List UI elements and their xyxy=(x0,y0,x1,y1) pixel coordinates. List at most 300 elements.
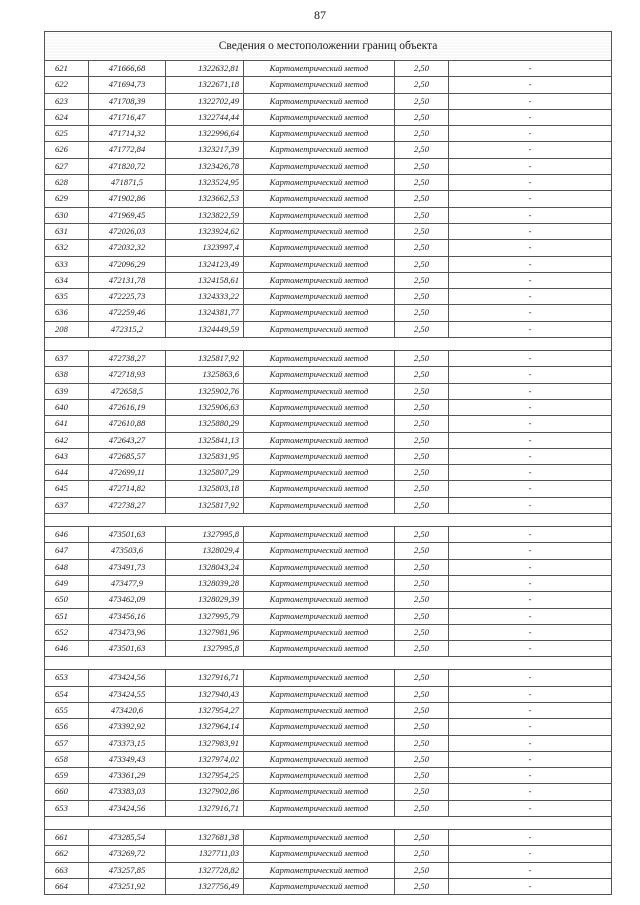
point-number-cell: 652 xyxy=(45,624,89,640)
method-cell: Картометрический метод xyxy=(244,878,395,894)
table-row xyxy=(45,735,612,751)
x-coordinate-cell: 472032,32 xyxy=(89,240,166,256)
method-cell: Картометрический метод xyxy=(244,142,395,158)
point-number-cell: 637 xyxy=(45,351,89,367)
error-cell: 2,50 xyxy=(395,800,449,816)
table-row xyxy=(45,862,612,878)
point-number-cell: 651 xyxy=(45,608,89,624)
table-row xyxy=(45,702,612,718)
error-cell: 2,50 xyxy=(395,77,449,93)
point-number-cell: 639 xyxy=(45,383,89,399)
note-cell: - xyxy=(449,432,612,448)
note-cell: - xyxy=(449,223,612,239)
point-number-cell: 622 xyxy=(45,77,89,93)
table-row xyxy=(45,416,612,432)
x-coordinate-cell: 473424,55 xyxy=(89,686,166,702)
y-coordinate-cell: 1327995,79 xyxy=(166,608,244,624)
table-row xyxy=(45,223,612,239)
error-cell: 2,50 xyxy=(395,735,449,751)
method-cell: Картометрический метод xyxy=(244,448,395,464)
note-cell: - xyxy=(449,416,612,432)
error-cell: 2,50 xyxy=(395,240,449,256)
note-cell: - xyxy=(449,142,612,158)
note-cell: - xyxy=(449,240,612,256)
y-coordinate-cell: 1323662,53 xyxy=(166,191,244,207)
method-cell: Картометрический метод xyxy=(244,641,395,657)
error-cell: 2,50 xyxy=(395,559,449,575)
note-cell: - xyxy=(449,543,612,559)
note-cell: - xyxy=(449,641,612,657)
x-coordinate-cell: 471902,86 xyxy=(89,191,166,207)
method-cell: Картометрический метод xyxy=(244,862,395,878)
error-cell: 2,50 xyxy=(395,784,449,800)
group-separator-row xyxy=(45,817,612,830)
table-row xyxy=(45,272,612,288)
method-cell: Картометрический метод xyxy=(244,575,395,591)
table-row xyxy=(45,751,612,767)
y-coordinate-cell: 1327964,14 xyxy=(166,719,244,735)
point-number-cell: 649 xyxy=(45,575,89,591)
x-coordinate-cell: 473456,16 xyxy=(89,608,166,624)
error-cell: 2,50 xyxy=(395,305,449,321)
x-coordinate-cell: 471772,84 xyxy=(89,142,166,158)
method-cell: Картометрический метод xyxy=(244,719,395,735)
note-cell: - xyxy=(449,383,612,399)
note-cell: - xyxy=(449,751,612,767)
note-cell: - xyxy=(449,878,612,894)
error-cell: 2,50 xyxy=(395,624,449,640)
method-cell: Картометрический метод xyxy=(244,527,395,543)
point-number-cell: 634 xyxy=(45,272,89,288)
x-coordinate-cell: 472026,03 xyxy=(89,223,166,239)
method-cell: Картометрический метод xyxy=(244,77,395,93)
point-number-cell: 623 xyxy=(45,93,89,109)
note-cell: - xyxy=(449,846,612,862)
note-cell: - xyxy=(449,624,612,640)
note-cell: - xyxy=(449,367,612,383)
table-row xyxy=(45,608,612,624)
y-coordinate-cell: 1327974,02 xyxy=(166,751,244,767)
method-cell: Картометрический метод xyxy=(244,670,395,686)
error-cell: 2,50 xyxy=(395,527,449,543)
y-coordinate-cell: 1325880,29 xyxy=(166,416,244,432)
note-cell: - xyxy=(449,126,612,142)
x-coordinate-cell: 473477,9 xyxy=(89,575,166,591)
method-cell: Картометрический метод xyxy=(244,207,395,223)
error-cell: 2,50 xyxy=(395,608,449,624)
table-row xyxy=(45,142,612,158)
table-row xyxy=(45,240,612,256)
y-coordinate-cell: 1325817,92 xyxy=(166,497,244,513)
error-cell: 2,50 xyxy=(395,383,449,399)
note-cell: - xyxy=(449,399,612,415)
y-coordinate-cell: 1325841,13 xyxy=(166,432,244,448)
point-number-cell: 635 xyxy=(45,289,89,305)
note-cell: - xyxy=(449,448,612,464)
point-number-cell: 624 xyxy=(45,109,89,125)
x-coordinate-cell: 472699,11 xyxy=(89,465,166,481)
note-cell: - xyxy=(449,175,612,191)
boundary-table xyxy=(44,31,612,895)
point-number-cell: 208 xyxy=(45,321,89,337)
note-cell: - xyxy=(449,559,612,575)
y-coordinate-cell: 1327981,96 xyxy=(166,624,244,640)
y-coordinate-cell: 1325906,63 xyxy=(166,399,244,415)
point-number-cell: 629 xyxy=(45,191,89,207)
x-coordinate-cell: 473269,72 xyxy=(89,846,166,862)
table-row xyxy=(45,559,612,575)
error-cell: 2,50 xyxy=(395,448,449,464)
y-coordinate-cell: 1323426,78 xyxy=(166,158,244,174)
note-cell: - xyxy=(449,256,612,272)
x-coordinate-cell: 472315,2 xyxy=(89,321,166,337)
note-cell: - xyxy=(449,608,612,624)
method-cell: Картометрический метод xyxy=(244,624,395,640)
note-cell: - xyxy=(449,800,612,816)
error-cell: 2,50 xyxy=(395,719,449,735)
method-cell: Картометрический метод xyxy=(244,383,395,399)
table-row xyxy=(45,93,612,109)
point-number-cell: 659 xyxy=(45,768,89,784)
table-row xyxy=(45,61,612,77)
x-coordinate-cell: 472616,19 xyxy=(89,399,166,415)
method-cell: Картометрический метод xyxy=(244,240,395,256)
method-cell: Картометрический метод xyxy=(244,702,395,718)
method-cell: Картометрический метод xyxy=(244,481,395,497)
point-number-cell: 627 xyxy=(45,158,89,174)
method-cell: Картометрический метод xyxy=(244,109,395,125)
table-row xyxy=(45,175,612,191)
table-row xyxy=(45,846,612,862)
error-cell: 2,50 xyxy=(395,846,449,862)
table-row xyxy=(45,448,612,464)
x-coordinate-cell: 472714,82 xyxy=(89,481,166,497)
y-coordinate-cell: 1328039,28 xyxy=(166,575,244,591)
x-coordinate-cell: 471666,68 xyxy=(89,61,166,77)
x-coordinate-cell: 472610,88 xyxy=(89,416,166,432)
y-coordinate-cell: 1322996,64 xyxy=(166,126,244,142)
x-coordinate-cell: 473392,92 xyxy=(89,719,166,735)
y-coordinate-cell: 1324158,61 xyxy=(166,272,244,288)
point-number-cell: 656 xyxy=(45,719,89,735)
table-row xyxy=(45,207,612,223)
table-header-row xyxy=(45,32,612,61)
y-coordinate-cell: 1327916,71 xyxy=(166,670,244,686)
table-row xyxy=(45,641,612,657)
x-coordinate-cell: 473424,56 xyxy=(89,670,166,686)
method-cell: Картометрический метод xyxy=(244,543,395,559)
note-cell: - xyxy=(449,321,612,337)
point-number-cell: 661 xyxy=(45,830,89,846)
method-cell: Картометрический метод xyxy=(244,289,395,305)
y-coordinate-cell: 1322702,49 xyxy=(166,93,244,109)
x-coordinate-cell: 472738,27 xyxy=(89,351,166,367)
point-number-cell: 626 xyxy=(45,142,89,158)
note-cell: - xyxy=(449,191,612,207)
note-cell: - xyxy=(449,497,612,513)
table-row xyxy=(45,624,612,640)
y-coordinate-cell: 1325817,92 xyxy=(166,351,244,367)
note-cell: - xyxy=(449,575,612,591)
y-coordinate-cell: 1327711,03 xyxy=(166,846,244,862)
x-coordinate-cell: 473349,43 xyxy=(89,751,166,767)
table-row xyxy=(45,878,612,894)
point-number-cell: 644 xyxy=(45,465,89,481)
point-number-cell: 646 xyxy=(45,641,89,657)
table-row xyxy=(45,465,612,481)
page-number: 87 xyxy=(314,8,326,22)
error-cell: 2,50 xyxy=(395,321,449,337)
point-number-cell: 655 xyxy=(45,702,89,718)
table-row xyxy=(45,432,612,448)
y-coordinate-cell: 1327995,8 xyxy=(166,641,244,657)
table-row xyxy=(45,109,612,125)
group-separator-cell xyxy=(45,817,612,830)
note-cell: - xyxy=(449,830,612,846)
x-coordinate-cell: 471708,39 xyxy=(89,93,166,109)
method-cell: Картометрический метод xyxy=(244,158,395,174)
note-cell: - xyxy=(449,465,612,481)
error-cell: 2,50 xyxy=(395,830,449,846)
method-cell: Картометрический метод xyxy=(244,367,395,383)
point-number-cell: 654 xyxy=(45,686,89,702)
x-coordinate-cell: 471716,47 xyxy=(89,109,166,125)
method-cell: Картометрический метод xyxy=(244,559,395,575)
error-cell: 2,50 xyxy=(395,289,449,305)
error-cell: 2,50 xyxy=(395,109,449,125)
note-cell: - xyxy=(449,77,612,93)
y-coordinate-cell: 1323822,59 xyxy=(166,207,244,223)
error-cell: 2,50 xyxy=(395,93,449,109)
point-number-cell: 642 xyxy=(45,432,89,448)
x-coordinate-cell: 472131,78 xyxy=(89,272,166,288)
x-coordinate-cell: 472096,29 xyxy=(89,256,166,272)
y-coordinate-cell: 1328029,39 xyxy=(166,592,244,608)
method-cell: Картометрический метод xyxy=(244,592,395,608)
error-cell: 2,50 xyxy=(395,351,449,367)
method-cell: Картометрический метод xyxy=(244,846,395,862)
note-cell: - xyxy=(449,272,612,288)
error-cell: 2,50 xyxy=(395,272,449,288)
error-cell: 2,50 xyxy=(395,126,449,142)
x-coordinate-cell: 473503,6 xyxy=(89,543,166,559)
y-coordinate-cell: 1327954,27 xyxy=(166,702,244,718)
note-cell: - xyxy=(449,289,612,305)
point-number-cell: 653 xyxy=(45,800,89,816)
table-row xyxy=(45,592,612,608)
point-number-cell: 631 xyxy=(45,223,89,239)
table-row xyxy=(45,399,612,415)
point-number-cell: 663 xyxy=(45,862,89,878)
point-number-cell: 633 xyxy=(45,256,89,272)
group-separator-row xyxy=(45,514,612,527)
y-coordinate-cell: 1322744,44 xyxy=(166,109,244,125)
group-separator-cell xyxy=(45,657,612,670)
y-coordinate-cell: 1327756,49 xyxy=(166,878,244,894)
error-cell: 2,50 xyxy=(395,142,449,158)
y-coordinate-cell: 1325831,95 xyxy=(166,448,244,464)
method-cell: Картометрический метод xyxy=(244,272,395,288)
x-coordinate-cell: 473473,96 xyxy=(89,624,166,640)
method-cell: Картометрический метод xyxy=(244,800,395,816)
error-cell: 2,50 xyxy=(395,207,449,223)
x-coordinate-cell: 473285,54 xyxy=(89,830,166,846)
method-cell: Картометрический метод xyxy=(244,223,395,239)
point-number-cell: 632 xyxy=(45,240,89,256)
error-cell: 2,50 xyxy=(395,497,449,513)
x-coordinate-cell: 473424,56 xyxy=(89,800,166,816)
method-cell: Картометрический метод xyxy=(244,191,395,207)
x-coordinate-cell: 472738,27 xyxy=(89,497,166,513)
point-number-cell: 628 xyxy=(45,175,89,191)
error-cell: 2,50 xyxy=(395,702,449,718)
table-row xyxy=(45,126,612,142)
table-row xyxy=(45,830,612,846)
error-cell: 2,50 xyxy=(395,878,449,894)
method-cell: Картометрический метод xyxy=(244,686,395,702)
method-cell: Картометрический метод xyxy=(244,321,395,337)
point-number-cell: 630 xyxy=(45,207,89,223)
method-cell: Картометрический метод xyxy=(244,497,395,513)
x-coordinate-cell: 472259,46 xyxy=(89,305,166,321)
y-coordinate-cell: 1322671,18 xyxy=(166,77,244,93)
y-coordinate-cell: 1327902,86 xyxy=(166,784,244,800)
error-cell: 2,50 xyxy=(395,575,449,591)
error-cell: 2,50 xyxy=(395,670,449,686)
note-cell: - xyxy=(449,158,612,174)
table-row xyxy=(45,383,612,399)
error-cell: 2,50 xyxy=(395,416,449,432)
method-cell: Картометрический метод xyxy=(244,416,395,432)
point-number-cell: 660 xyxy=(45,784,89,800)
method-cell: Картометрический метод xyxy=(244,399,395,415)
error-cell: 2,50 xyxy=(395,592,449,608)
table-row xyxy=(45,784,612,800)
y-coordinate-cell: 1324449,59 xyxy=(166,321,244,337)
point-number-cell: 643 xyxy=(45,448,89,464)
y-coordinate-cell: 1324123,49 xyxy=(166,256,244,272)
x-coordinate-cell: 471969,45 xyxy=(89,207,166,223)
y-coordinate-cell: 1327954,25 xyxy=(166,768,244,784)
error-cell: 2,50 xyxy=(395,862,449,878)
x-coordinate-cell: 471714,32 xyxy=(89,126,166,142)
note-cell: - xyxy=(449,719,612,735)
error-cell: 2,50 xyxy=(395,432,449,448)
y-coordinate-cell: 1325902,76 xyxy=(166,383,244,399)
x-coordinate-cell: 473501,63 xyxy=(89,527,166,543)
y-coordinate-cell: 1323997,4 xyxy=(166,240,244,256)
method-cell: Картометрический метод xyxy=(244,61,395,77)
x-coordinate-cell: 473462,09 xyxy=(89,592,166,608)
error-cell: 2,50 xyxy=(395,543,449,559)
y-coordinate-cell: 1324381,77 xyxy=(166,305,244,321)
error-cell: 2,50 xyxy=(395,367,449,383)
error-cell: 2,50 xyxy=(395,465,449,481)
y-coordinate-cell: 1327995,8 xyxy=(166,527,244,543)
x-coordinate-cell: 473491,73 xyxy=(89,559,166,575)
x-coordinate-cell: 473373,15 xyxy=(89,735,166,751)
method-cell: Картометрический метод xyxy=(244,432,395,448)
table-row xyxy=(45,77,612,93)
method-cell: Картометрический метод xyxy=(244,830,395,846)
x-coordinate-cell: 472718,93 xyxy=(89,367,166,383)
method-cell: Картометрический метод xyxy=(244,351,395,367)
y-coordinate-cell: 1325803,18 xyxy=(166,481,244,497)
point-number-cell: 662 xyxy=(45,846,89,862)
group-separator-row xyxy=(45,657,612,670)
note-cell: - xyxy=(449,735,612,751)
point-number-cell: 657 xyxy=(45,735,89,751)
y-coordinate-cell: 1324333,22 xyxy=(166,289,244,305)
note-cell: - xyxy=(449,686,612,702)
table-row xyxy=(45,543,612,559)
note-cell: - xyxy=(449,61,612,77)
note-cell: - xyxy=(449,93,612,109)
table-row xyxy=(45,256,612,272)
group-separator-cell xyxy=(45,514,612,527)
y-coordinate-cell: 1325863,6 xyxy=(166,367,244,383)
point-number-cell: 637 xyxy=(45,497,89,513)
note-cell: - xyxy=(449,481,612,497)
point-number-cell: 647 xyxy=(45,543,89,559)
note-cell: - xyxy=(449,207,612,223)
point-number-cell: 658 xyxy=(45,751,89,767)
error-cell: 2,50 xyxy=(395,481,449,497)
table-row xyxy=(45,497,612,513)
point-number-cell: 645 xyxy=(45,481,89,497)
method-cell: Картометрический метод xyxy=(244,175,395,191)
note-cell: - xyxy=(449,702,612,718)
y-coordinate-cell: 1328029,4 xyxy=(166,543,244,559)
note-cell: - xyxy=(449,527,612,543)
method-cell: Картометрический метод xyxy=(244,784,395,800)
note-cell: - xyxy=(449,109,612,125)
point-number-cell: 621 xyxy=(45,61,89,77)
table-row xyxy=(45,527,612,543)
y-coordinate-cell: 1327916,71 xyxy=(166,800,244,816)
group-separator-cell xyxy=(45,338,612,351)
y-coordinate-cell: 1323217,39 xyxy=(166,142,244,158)
error-cell: 2,50 xyxy=(395,191,449,207)
x-coordinate-cell: 471820,72 xyxy=(89,158,166,174)
method-cell: Картометрический метод xyxy=(244,608,395,624)
x-coordinate-cell: 472643,27 xyxy=(89,432,166,448)
x-coordinate-cell: 471871,5 xyxy=(89,175,166,191)
y-coordinate-cell: 1327728,82 xyxy=(166,862,244,878)
error-cell: 2,50 xyxy=(395,158,449,174)
x-coordinate-cell: 473257,85 xyxy=(89,862,166,878)
error-cell: 2,50 xyxy=(395,256,449,272)
y-coordinate-cell: 1327940,43 xyxy=(166,686,244,702)
method-cell: Картометрический метод xyxy=(244,126,395,142)
error-cell: 2,50 xyxy=(395,399,449,415)
x-coordinate-cell: 473501,63 xyxy=(89,641,166,657)
table-row xyxy=(45,686,612,702)
method-cell: Картометрический метод xyxy=(244,751,395,767)
table-row xyxy=(45,719,612,735)
error-cell: 2,50 xyxy=(395,751,449,767)
table-title: Сведения о местоположении границ объекта xyxy=(45,32,612,61)
table-row xyxy=(45,367,612,383)
method-cell: Картометрический метод xyxy=(244,305,395,321)
error-cell: 2,50 xyxy=(395,175,449,191)
note-cell: - xyxy=(449,305,612,321)
point-number-cell: 664 xyxy=(45,878,89,894)
method-cell: Картометрический метод xyxy=(244,735,395,751)
table-row xyxy=(45,191,612,207)
x-coordinate-cell: 472658,5 xyxy=(89,383,166,399)
y-coordinate-cell: 1322632,81 xyxy=(166,61,244,77)
